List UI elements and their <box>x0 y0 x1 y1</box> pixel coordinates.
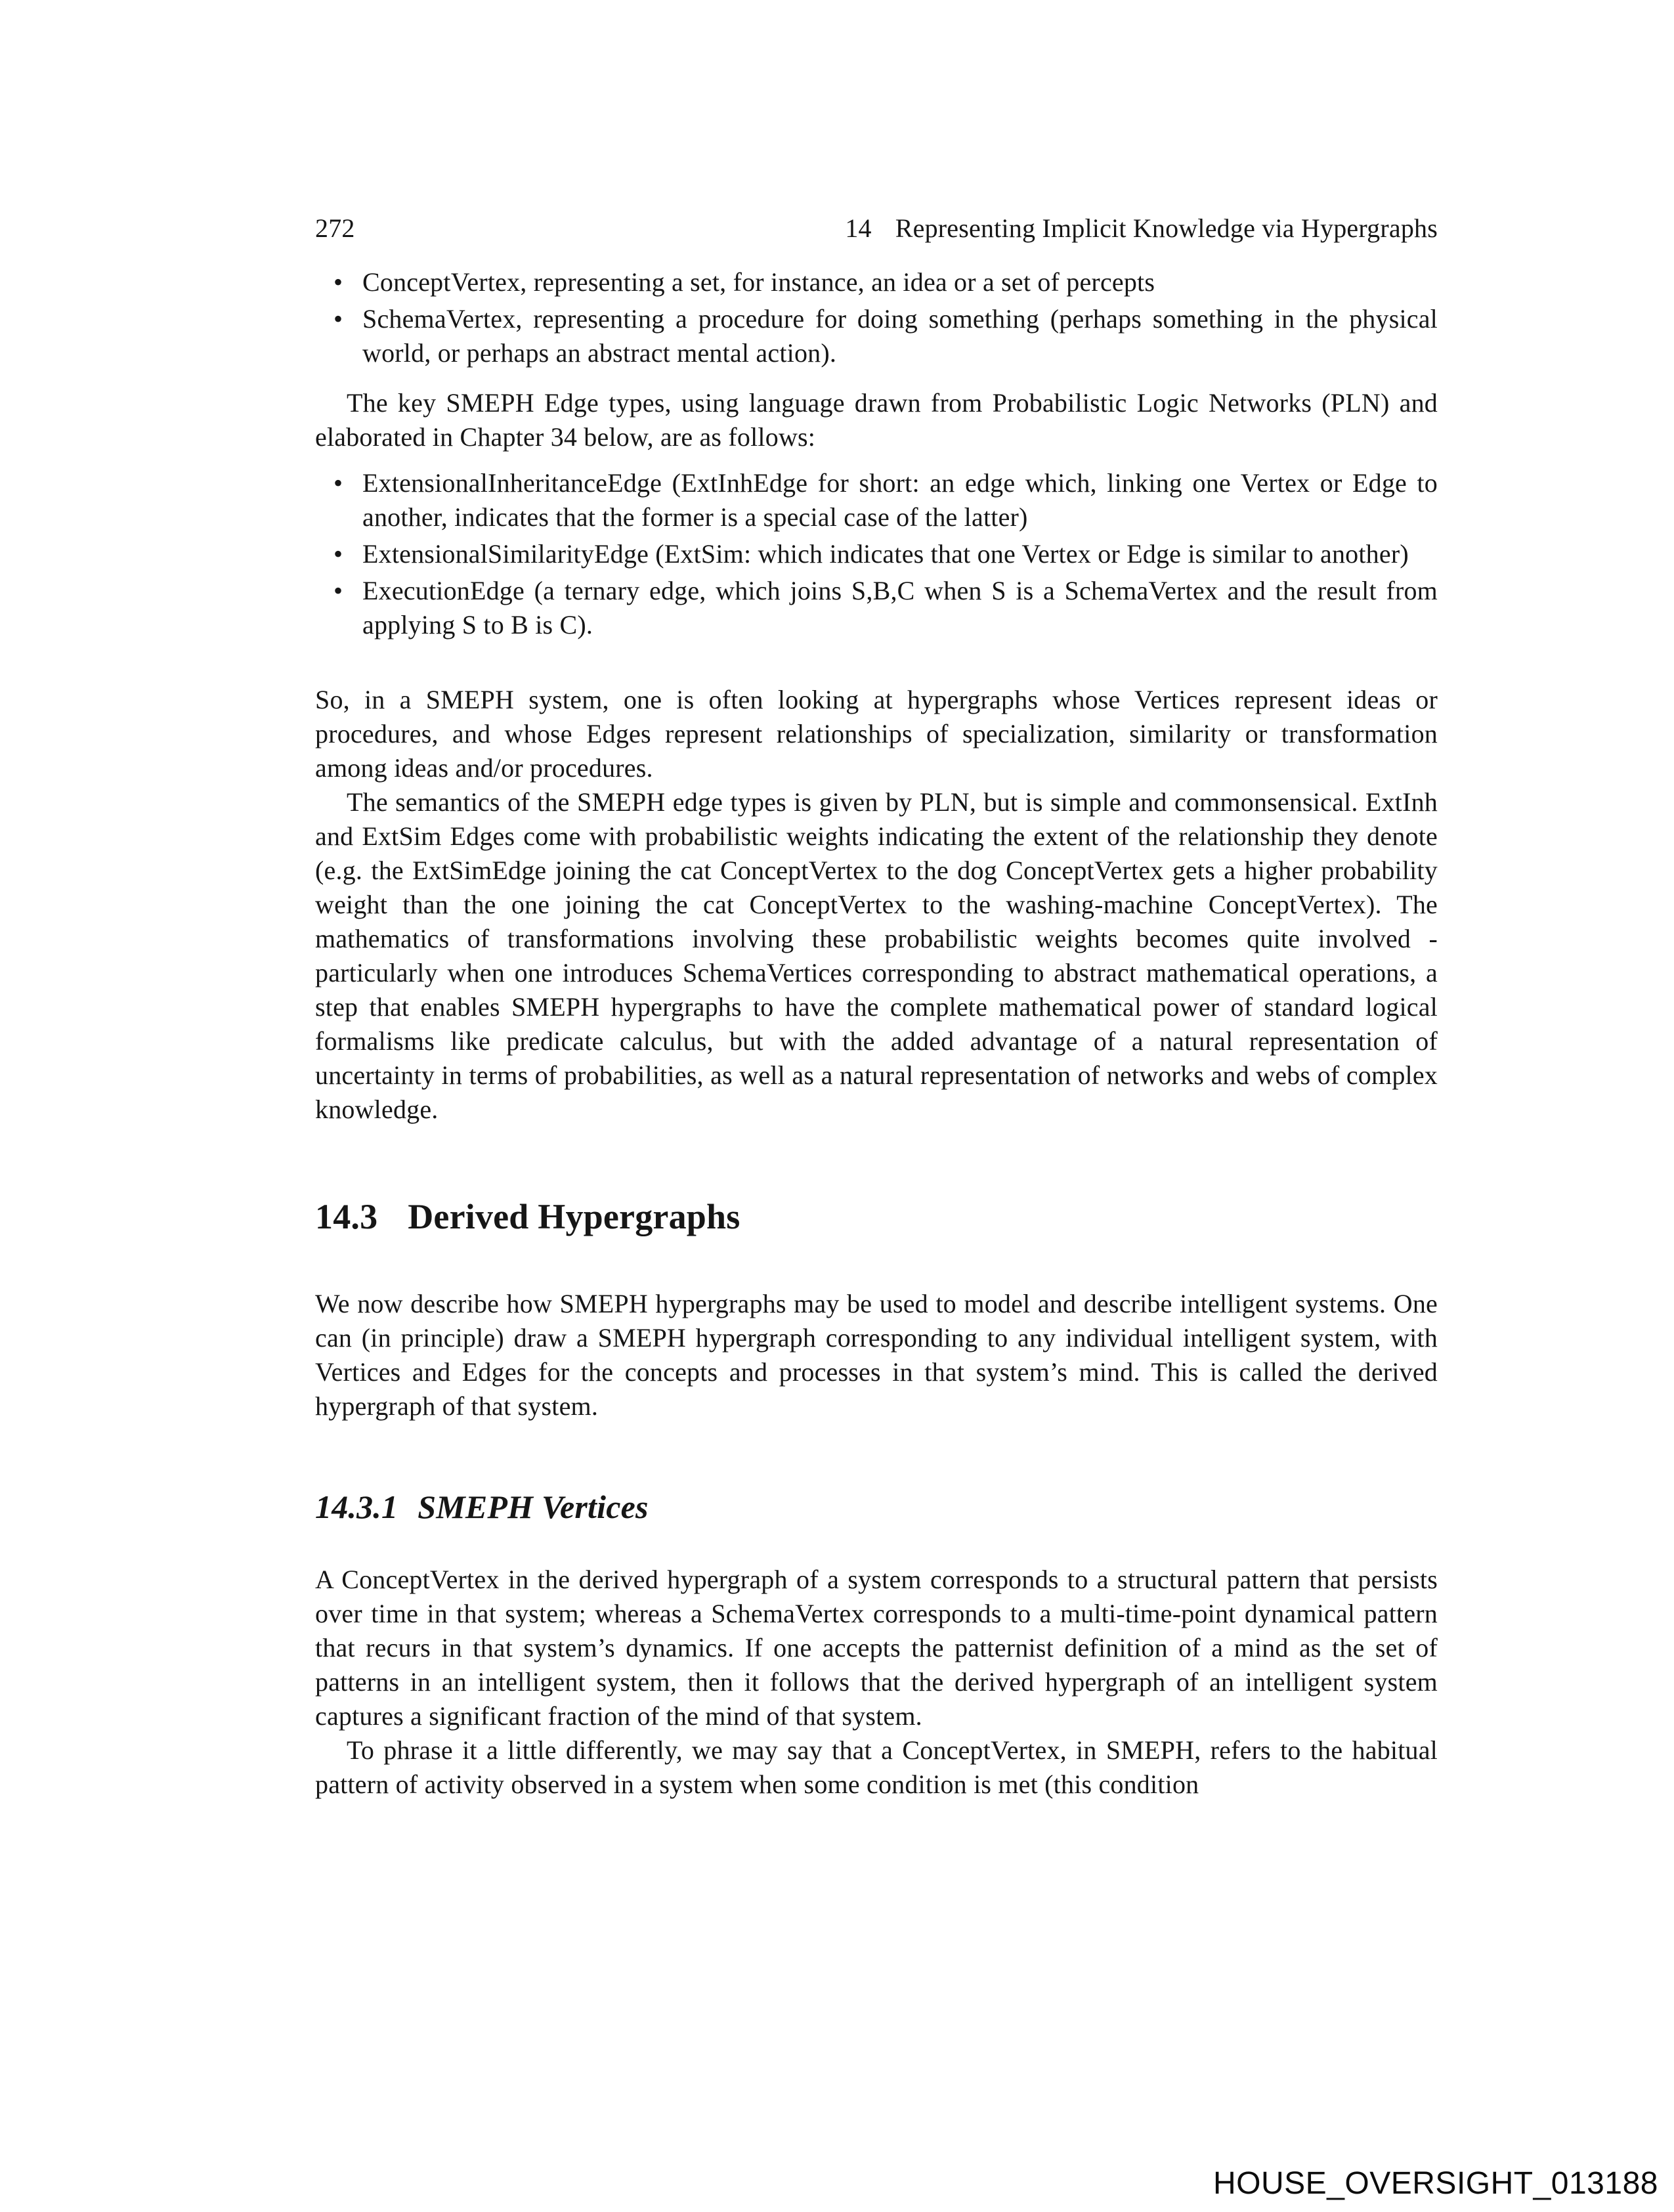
bullet-icon: • <box>333 539 343 569</box>
running-header-title <box>845 211 1438 246</box>
list-item-text: ExtensionalInheritanceEdge (ExtInhEdge for short: an edge which, linking one Vertex or Edge to another, indicates that the former is a special case of the latter) <box>362 468 1438 532</box>
paragraph-semantics: The semantics of the SMEPH edge types is given by PLN, but is simple and commonsensical. ExtInh and ExtSim Edges come with probabilistic weights indicating the extent of the relationship they denote (e.g. the ExtSimEdge joining the cat ConceptVertex to the dog ConceptVertex gets a higher probability weight than the one joining the cat ConceptVertex to the washing-machine ConceptVertex). The mathematics of transformations involving these probabilistic weights becomes quite involved - particularly when one introduces SchemaVertices corresponding to abstract mathematical operations, a step that enables SMEPH hypergraphs to have the complete mathematical power of standard logical formalisms like predicate calculus, but with the added advantage of a natural representation of uncertainty in terms of probabilities, as well as a natural representation of networks and webs of complex knowledge. <box>315 787 1438 1124</box>
paragraph-key-edge-types: The key SMEPH Edge types, using language drawn from Probabilistic Logic Networks (PLN) and elaborated in Chapter 34 below, are as follows: <box>315 388 1438 452</box>
list-item-text: ExecutionEdge (a ternary edge, which joins S,B,C when S is a SchemaVertex and the result from applying S to B is C). <box>362 576 1438 640</box>
body-text-block <box>315 683 1438 1127</box>
vertex-types-list <box>315 265 1438 373</box>
list-item-text: ConceptVertex, representing a set, for instance, an idea or a set of percepts <box>362 267 1155 297</box>
subsection-number: 14.3.1 <box>315 1488 398 1525</box>
running-header <box>315 211 1438 246</box>
bullet-icon: • <box>333 576 343 605</box>
chapter-number: 14 <box>845 213 872 243</box>
paragraph-derived-hypergraphs: We now describe how SMEPH hypergraphs may be used to model and describe intelligent systems. One can (in principle) draw a SMEPH hypergraph corresponding to any individual intelligent system, with Vertices and Edges for the concepts and processes in that system’s mind. This is called the derived hypergraph of that system. <box>315 1289 1438 1421</box>
edge-types-list <box>315 466 1438 645</box>
list-item <box>315 302 1438 370</box>
chapter-title: Representing Implicit Knowledge via Hypergraphs <box>895 213 1438 243</box>
section-title: Derived Hypergraphs <box>408 1197 740 1236</box>
bates-stamp: HOUSE_OVERSIGHT_013188 <box>1213 2166 1658 2201</box>
list-item <box>315 537 1438 571</box>
subsection-heading <box>315 1488 649 1526</box>
paragraph-smeph-system: So, in a SMEPH system, one is often looking at hypergraphs whose Vertices represent ideas or procedures, and whose Edges represent relationships of specialization, similarity or transformation among ideas and/or procedures. <box>315 685 1438 783</box>
bullet-icon: • <box>333 267 343 297</box>
section-number: 14.3 <box>315 1197 378 1236</box>
list-item <box>315 574 1438 642</box>
section-heading <box>315 1196 740 1237</box>
body-text-block <box>315 1563 1438 1802</box>
list-item <box>315 466 1438 534</box>
list-item-text: ExtensionalSimilarityEdge (ExtSim: which indicates that one Vertex or Edge is similar to another) <box>362 539 1409 569</box>
bullet-icon: • <box>333 468 343 498</box>
page-number: 272 <box>315 213 355 243</box>
paragraph-concept-vertex: A ConceptVertex in the derived hypergraph of a system corresponds to a structural pattern that persists over time in that system; whereas a SchemaVertex corresponds to a multi-time-point dynamical pattern that recurs in that system’s dynamics. If one accepts the patternist definition of a mind as the set of patterns in an intelligent system, then it follows that the derived hypergraph of an intelligent system captures a significant fraction of the mind of that system. <box>315 1565 1438 1731</box>
paragraph-to-phrase: To phrase it a little differently, we may say that a ConceptVertex, in SMEPH, refers to the habitual pattern of activity observed in a system when some condition is met (this condition <box>315 1735 1438 1799</box>
bullet-icon: • <box>333 304 343 334</box>
subsection-title: SMEPH Vertices <box>418 1488 649 1525</box>
list-item <box>315 265 1438 299</box>
list-item-text: SchemaVertex, representing a procedure for doing something (perhaps something in the physical world, or perhaps an abstract mental action). <box>362 304 1438 368</box>
